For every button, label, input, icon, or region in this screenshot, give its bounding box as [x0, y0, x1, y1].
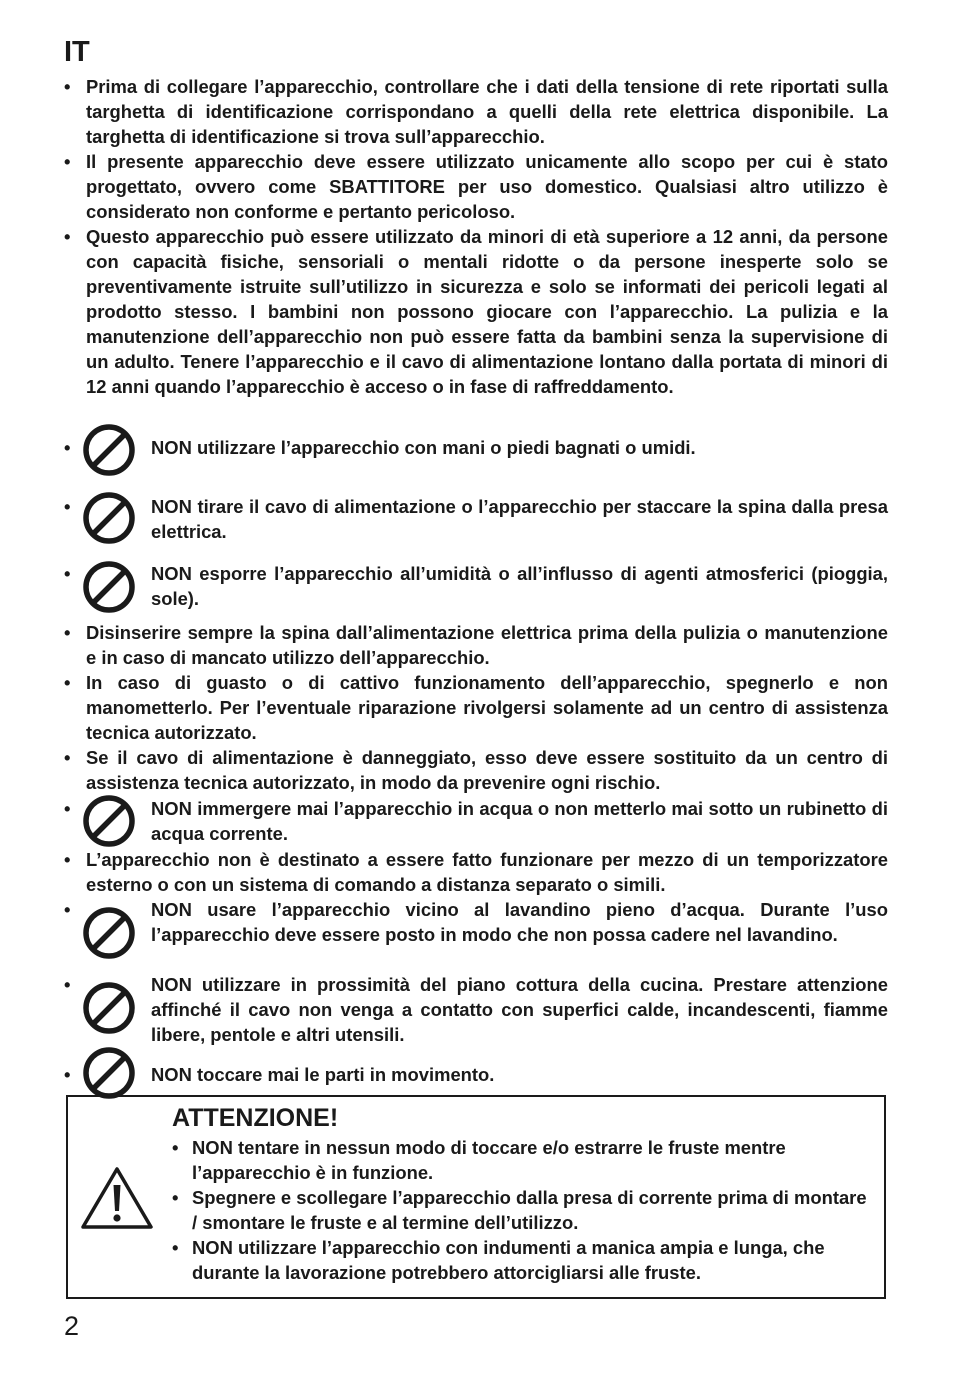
- prohibition-icon: [83, 561, 135, 613]
- warning-title: ATTENZIONE!: [172, 1104, 339, 1132]
- list-item-text: Se il cavo di alimentazione è danneggiato, esso deve essere sostituito da un centro di assistenza tecnica autorizzato, in modo da prevenire ogni rischio.: [86, 747, 888, 793]
- bullet: •: [64, 226, 71, 247]
- prohibition-icon: [83, 424, 135, 476]
- list-item: [172, 1185, 876, 1235]
- list-item: [64, 224, 888, 424]
- list-item: [64, 745, 888, 795]
- bullet: •: [64, 622, 71, 643]
- list-item-text: Prima di collegare l’apparecchio, controllare che i dati della tensione di rete riportati sulla targhetta di identificazione corrispondano a quelli della rete elettrica disponibile. La targhetta di identificazione si trova sull’apparecchio.: [86, 76, 888, 147]
- list-item-text: L’apparecchio non è destinato a essere fatto funzionare per mezzo di un temporizzatore esterno o con un sistema di comando a distanza separato o simili.: [86, 849, 888, 895]
- prohibition-icon: [83, 982, 135, 1034]
- list-item: [64, 670, 888, 745]
- bullet: •: [64, 563, 71, 584]
- list-item: [64, 149, 888, 224]
- list-item-text: NON esporre l’apparecchio all’umidità o all’influsso di agenti atmosferici (pioggia, sole).: [151, 563, 888, 609]
- list-item: [172, 1235, 876, 1285]
- bullet: •: [64, 974, 71, 995]
- list-item: [64, 795, 888, 847]
- bullet: •: [64, 151, 71, 172]
- bullet: •: [172, 1137, 179, 1158]
- prohibition-icon: [83, 492, 135, 544]
- bullet: •: [64, 672, 71, 693]
- warning-list: [172, 1135, 876, 1285]
- list-item-text: NON tirare il cavo di alimentazione o l’apparecchio per staccare la spina dalla presa elettrica.: [151, 496, 888, 542]
- list-item-text: NON utilizzare in prossimità del piano cottura della cucina. Prestare attenzione affinché il cavo non venga a contatto con superfici calde, incandescenti, fiamme libere, pentole e altri utensili.: [151, 974, 888, 1045]
- list-item: [64, 485, 888, 553]
- list-item-text: NON immergere mai l’apparecchio in acqua o non metterlo mai sotto un rubinetto di acqua corrente.: [151, 798, 888, 844]
- list-item-text: NON utilizzare l’apparecchio con indumenti a manica ampia e lunga, che durante la lavorazione potrebbero attorcigliarsi alle fruste.: [192, 1237, 825, 1283]
- list-item: [64, 424, 888, 485]
- page-number: 2: [64, 1311, 80, 1341]
- list-item-text: Questo apparecchio può essere utilizzato da minori di età superiore a 12 anni, da persone con capacità fisiche, sensoriali o mentali ridotte o da persone inesperte solo se preventivamente istruite sull’utilizzo in sicurezza e solo se informati dei pericoli legati al prodotto stesso. I bambini non possono giocare con l’apparecchio. La pulizia e la manutenzione dell’apparecchio non può essere fatta da bambini senza la supervisione di un adulto. Tenere l’apparecchio e il cavo di alimentazione lontano dalla portata di minori di 12 anni quando l’apparecchio è acceso o in fase di raffreddamento.: [86, 226, 888, 397]
- bullet: •: [64, 437, 71, 458]
- list-item: [64, 972, 888, 1047]
- prohibition-icon: [83, 1047, 135, 1099]
- bullet: •: [64, 747, 71, 768]
- list-item: [64, 553, 888, 620]
- list-item-text: Disinserire sempre la spina dall’alimentazione elettrica prima della pulizia o manutenzione e in caso di mancato utilizzo dell’apparecchio.: [86, 622, 888, 668]
- bullet: •: [172, 1237, 179, 1258]
- bullet: •: [64, 899, 71, 920]
- warning-box: [66, 1095, 886, 1299]
- bullet: •: [64, 1064, 71, 1085]
- list-item-text: In caso di guasto o di cattivo funzionamento dell’apparecchio, spegnerlo e non manometterlo. Per l’eventuale riparazione rivolgersi solamente ad un centro di assistenza tecnica autorizzato.: [86, 672, 888, 743]
- list-item: [64, 847, 888, 897]
- bullet: •: [64, 496, 71, 517]
- bullet: •: [172, 1187, 179, 1208]
- list-item-text: NON toccare mai le parti in movimento.: [151, 1064, 495, 1085]
- list-item-text: Spegnere e scollegare l’apparecchio dalla presa di corrente prima di montare / smontare le fruste e al termine dell’utilizzo.: [192, 1187, 867, 1233]
- prohibition-icon: [83, 907, 135, 959]
- bullet: •: [64, 76, 71, 97]
- warning-triangle-icon: [80, 1165, 154, 1231]
- list-item: [64, 620, 888, 670]
- list-item-text: Il presente apparecchio deve essere utilizzato unicamente allo scopo per cui è stato progettato, ovvero come SBATTITORE per uso domestico. Qualsiasi altro utilizzo è considerato non conforme e pertanto pericoloso.: [86, 151, 888, 222]
- prohibition-icon: [83, 795, 135, 847]
- list-item-text: NON utilizzare l’apparecchio con mani o piedi bagnati o umidi.: [151, 437, 696, 458]
- list-item-text: NON tentare in nessun modo di toccare e/o estrarre le fruste mentre l’apparecchio è in funzione.: [192, 1137, 786, 1183]
- bullet: •: [64, 849, 71, 870]
- list-item-text: NON usare l’apparecchio vicino al lavandino pieno d’acqua. Durante l’uso l’apparecchio deve essere posto in modo che non possa cadere nel lavandino.: [151, 899, 888, 945]
- language-code: IT: [64, 36, 90, 68]
- safety-list: [64, 74, 888, 1112]
- list-item: [172, 1135, 876, 1185]
- list-item: [64, 74, 888, 149]
- bullet: •: [64, 798, 71, 819]
- list-item: [64, 897, 888, 972]
